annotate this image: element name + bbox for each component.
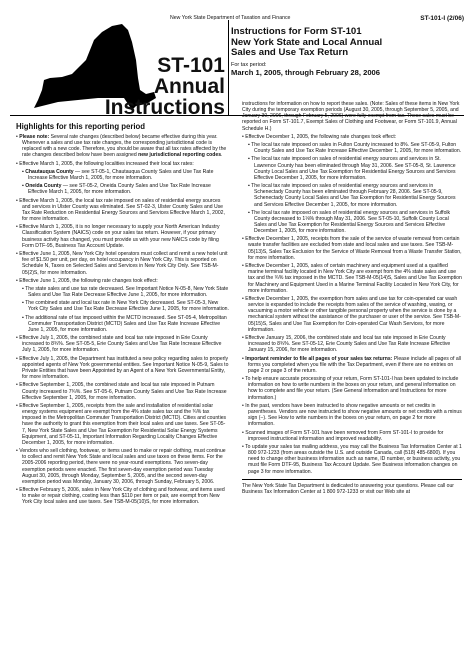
list-item: • Effective December 1, 2005, receipts from the sale of the service of waste removal from certain waste transfer facilities are excluded from state and local sales and use taxes. See TSB-M-05(13)S, Sales Tax Exclusion for the Service of Waste Removal from a Waste Transfer Station, for more information. (242, 236, 462, 261)
sub-list-item: ▪ The local tax rate imposed on sales of residential energy sources and services in Schenectady County has been eliminated through February 28, 2006. See ST-05-9, Schenectady County Local Sales and Use Tax Exemption for Residential Energy Sources and Services Effective December 1, 2005, for more information. (248, 183, 456, 208)
title-line-2: Annual (153, 75, 225, 98)
list-item: • Effective December 1, 2005, sales of certain machinery and equipment used at a qualified marine terminal facility located in New York City are exempt from the 4% state sales and use tax and the ¾% tax imposed in the MCTD. See TSB-M-05(14)S, Sales and Use Tax Exemption for Machinery and Equipment Used in a Marine Terminal Facility Located in New York City, for more information. (242, 263, 462, 294)
form-id: ST-101-I (2/06) (420, 15, 464, 22)
sub-list-item: ▪ The state sales and use tax rate decreased. See Important Notice N-05-8, New York State Sales and Use Tax Rate Decrease Effective June 1, 2005, for more information. (22, 286, 229, 299)
list-item: • Effective July 1, 2005, the combined state and local tax rate imposed in Erie County increased to 8¾%. See ST-05-5, Erie County Sales and Use Tax Rate Increase Effective July 1, 2005, for more information. (16, 335, 222, 354)
tax-period-label: For tax period: (231, 61, 267, 68)
list-item: • Effective February 5, 2006, sales in New York City of clothing and footwear, and items used to make or repair clothing, costing less than $110 per item or pair, are exempt from New York City local sales and use taxes. See TSB-M-05(10)S, for more information. (16, 487, 225, 506)
form-heading-block (231, 27, 461, 77)
list-item: • To help ensure accurate processing of your return, Form ST-101-I has been updated to include information on how to write numbers in the boxes on your return, and general information on how to complete and file your return. (See General information and Instructions for more information.) (242, 376, 459, 401)
list-item: • In the past, vendors have been instructed to show negative amounts or net credits in parentheses. Vendors are now instructed to show negative amounts or net credits with a minus sign (−). See How to write numbers in the boxes on your return, on page 2 for more information. (242, 402, 462, 428)
form-subheading-2: Sales and Use Tax Return (231, 47, 349, 58)
list-item: • Effective December 1, 2005, the exemption from sales and use tax for coin-operated car wash service is expanded to include the receipts from sales of the service of washing, waxing, or vacuuming a motor vehicle or other tangible personal property when the service is done by a mechanical system without the assistance of the purchaser or user of the service. See TSB-M-05(15)S, Sales and Use Tax Exemption for Coin-operated Car Wash Services, for more information. (242, 295, 461, 333)
tax-period: March 1, 2005, through February 28, 2006 (231, 67, 380, 77)
list-item: • Effective July 1, 2005, the Department has instituted a new policy regarding sales to properly appointed agents of New York governmental entities. See Important Notice N-05-9, Sales to Private Entities that have been Appointed by an Agent of a New York Governmental Entity, for more information. (16, 355, 229, 381)
list-item: • Effective December 1, 2005, the following rate changes took effect: (242, 133, 397, 140)
form-subheading-1: New York State and Local Annual (231, 36, 383, 48)
list-item: • Scanned images of Form ST-101 have been removed from Form ST-101-I to provide for improved instructional information and improved readability. (242, 429, 444, 442)
title-line-3: Instructions (104, 96, 225, 119)
sub-list-item: ▪ The combined state and local tax rate in New York City decreased. See ST-05-3, New York City Sales and Use Tax Rate Decrease Effective June 1, 2005, for more information. (22, 300, 229, 313)
list-item: • Effective March 1, 2005, it is no longer necessary to supply your North American Industry Classification System (NAICS) code on your sales tax return. However, if your primary business activity has changed, you must provide us with your new NAICS code by filing Form DTF-95, Business Tax Account Update. (16, 224, 220, 249)
left-column (16, 122, 229, 508)
sub-list-item: ▪ Oneida County — see ST-05-2, Oneida County Sales and Use Tax Rate Increase Effective March 1, 2005, for more information. (22, 183, 211, 196)
list-item: • Effective June 1, 2005, the following rate changes took effect: (16, 277, 158, 284)
list-item: • Effective September 1, 2005, the combined state and local tax rate imposed in Putnam County increased to 7¾%. See ST-05-6, Putnam County Sales and Use Tax Rate Increase Effective September 1, 2005, for more information. (16, 382, 227, 401)
right-column (242, 101, 462, 495)
title-line-1: ST-101 (157, 54, 225, 77)
list-item: • Important reminder to file all pages of your sales tax returns: Please include all pages of all forms you completed when you file with the Tax Department, even if there are no entries on page 2 or page 3 of the return. (242, 355, 461, 374)
highlights-heading: Highlights for this reporting period (16, 122, 146, 131)
list-item: • Effective September 1, 2005, receipts from the sale and installation of residential solar energy systems equipment are exempt from the 4% state sales tax and the ¾% tax imposed in the Metropolitan Commuter Transportation District (MCTD). Cities and counties have the authority to grant this exemption from their local sales and use taxes. See ST-05-7, New York State Sales and Use Tax Exemption for Residential Solar Energy Systems Equipment, and ST-05-11, Important Information Regarding Locality Changes Effective December 1, 2005, for more information. (16, 402, 227, 446)
document-title (100, 55, 225, 118)
sub-list-item: ▪ Chautauqua County — see ST-05-1, Chautauqua County Sales and Use Tax Rate Increase Effective March 1, 2005, for more information. (22, 168, 214, 182)
list-item: • Please note: Several rate changes (described below) became effective during this year. Whenever a sales and use tax rate changes, the corresponding jurisdictional code is replaced with a new code. Therefore, you should be aware that all tax rates affected by the rate changes described below have been assigned new jurisdictional reporting codes. (16, 134, 227, 159)
list-item: • Effective March 1, 2005, the following localities increased their local tax rates: (16, 160, 194, 167)
form-heading: Instructions for Form ST-101 (231, 26, 362, 37)
header-divider (228, 20, 229, 115)
sub-list-item: ▪ The local tax rate imposed on sales in Fulton County increased to 8%. See ST-05-9, Fulton County Sales and Use Tax Rate Increase Effective December 1, 2005, for more information. (248, 142, 462, 155)
agency-name: New York State Department of Taxation and Finance (170, 15, 291, 21)
list-item: • Effective March 1, 2005, the local tax rate imposed on sales of residential energy sources and services in Ulster County was eliminated. See ST-02-3, Ulster County Sales and Use Tax Rate Reduction on Residential Energy Sources and Services Effective March 1, 2002, for more information. (16, 197, 225, 223)
list-item: • Effective January 15, 2006, the combined state and local tax rate imposed in Erie County increased to 8¾%. See ST-05-12, Erie County Sales and Use Tax Rate Increase Effective January 15, 2006, for more information. (242, 334, 451, 354)
sub-list-item: ▪ The local tax rate imposed on sales of residential energy sources and services in St. Lawrence County has been eliminated through May 31, 2006. See ST-05-8, St. Lawrence County Local Sales and Use Tax Exemption for Residential Energy Sources and Services Effective December 1, 2005, for more information. (248, 156, 456, 181)
list-item: • Vendors who sell clothing, footwear, or items used to make or repair clothing, must continue to collect and remit New York State and local sales and use taxes on these items. For the 2005-2006 reporting period, there were no year-round exemptions. Two seven-day exemption periods were enacted. The first seven-day exemption period was Tuesday August 30, 2005, through Monday, September 5, 2005, and the second seven-day exemption period was Monday, January 30, 2006, through Sunday, February 5, 2006. (16, 448, 226, 485)
list-item: • To update your sales tax mailing address, you may call the Business Tax Information Center at 1 800 972-1233 (from areas outside the U.S. and outside Canada, call (518) 485-6800). If you need to change other business information such as name, ID number, or business activity, you must file Form DTF-95, Business Tax Account Update. See Business information changes on page 3 for more information. (242, 443, 462, 475)
sub-list-item: ▪ The additional rate of tax imposed within the MCTD increased. See ST-05-4, Metropolitan Commuter Transportation District (MCTD) Sales and Use Tax Rate Increase Effective June 1, 2005, for more information. (22, 314, 227, 333)
list-item: • Effective June 1, 2005, New York City hotel operators must collect and remit a new hotel unit fee of $1.50 per unit, per day, on hotel occupancy in New York City. This is reported on Schedule N, Taxes on Selected Sales and Services in New York City Only. See TSB-M-05(2)S, for more information. (16, 251, 228, 276)
sub-list-item: ▪ The local tax rate imposed on sales of residential energy sources and services in Suffolk County decreased to 1⅛% through May 31, 2006. See ST-05-10, Suffolk County Local Sales and Use Tax Exemption for Residential Energy Sources and Services Effective December 1, 2005, for more information. (248, 209, 451, 235)
footer-note: The New York State Tax Department is dedicated to answering your questions. Please call our Business Tax Information Center at 1 800 972-1233 or visit our Web site at (242, 479, 462, 495)
continued-text: instructions for information on how to report these sales. (Note: Sales of these items in New York City during the temporary exemption periods (August 30, 2005, through September 5, 2005, and January 30, 2006, through February 5, 2006) were fully exempt from tax. These sales must be reported on Form ST-101.7, Exempt Sales of Clothing and Footwear, or Form ST-101.9, Annual Schedule H.) (242, 101, 460, 132)
